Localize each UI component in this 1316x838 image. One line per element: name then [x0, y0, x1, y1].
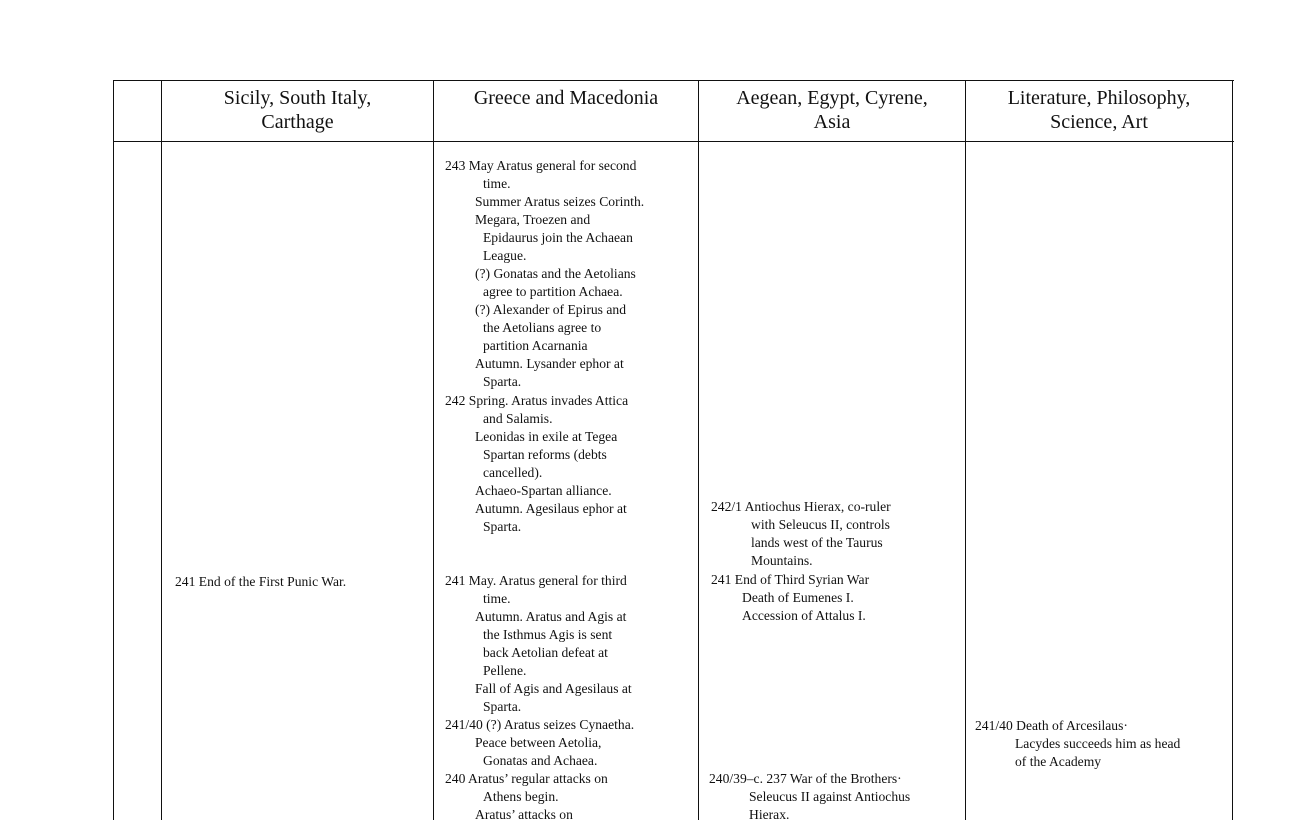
entry-line: Megara, Troezen and — [475, 212, 591, 227]
entry-line: 241/40 (?) Aratus seizes Cynaetha. — [445, 717, 635, 732]
entry-line: 241/40 Death of Arcesilaus· — [975, 718, 1128, 733]
entry-line: Sparta. — [483, 519, 522, 534]
entry-line: Autumn. Lysander ephor at — [475, 356, 624, 371]
header-line: Greece and Macedonia — [473, 87, 659, 109]
column-divider — [698, 80, 699, 820]
column-divider — [1232, 80, 1233, 820]
entry-line: Seleucus II against Antiochus — [749, 789, 911, 804]
header-aegean — [699, 86, 965, 134]
column-divider — [113, 80, 114, 820]
entry-line: the Isthmus Agis is sent — [483, 627, 613, 642]
entry-line: time. — [483, 176, 511, 191]
entry-line: Autumn. Agesilaus ephor at — [475, 501, 627, 516]
entry-line: 242 Spring. Aratus invades Attica — [445, 393, 629, 408]
entry-line: 241 End of Third Syrian War — [711, 572, 870, 587]
entry-line: (?) Gonatas and the Aetolians — [475, 266, 636, 281]
entry-line: Epidaurus join the Achaean — [483, 230, 633, 245]
entry-line: Mountains. — [751, 553, 813, 568]
header-line: Literature, Philosophy, — [1007, 87, 1191, 109]
entry-line: Leonidas in exile at Tegea — [475, 429, 618, 444]
entry-line: Pellene. — [483, 663, 527, 678]
column-divider — [965, 80, 966, 820]
entry-line: 240 Aratus’ regular attacks on — [445, 771, 608, 786]
column-divider — [161, 80, 162, 820]
entry-line: Sparta. — [483, 699, 522, 714]
header-greece — [434, 86, 698, 110]
entry-line: time. — [483, 591, 511, 606]
entry-line: cancelled). — [483, 465, 543, 480]
entry-line: 242/1 Antiochus Hierax, co-ruler — [711, 499, 891, 514]
entry-line: and Salamis. — [483, 411, 553, 426]
entry-line: partition Acarnania — [483, 338, 588, 353]
header-line: Asia — [813, 111, 851, 133]
header-line: Aegean, Egypt, Cyrene, — [736, 87, 928, 109]
entry-line: lands west of the Taurus — [751, 535, 883, 550]
entry-line: 241 May. Aratus general for third — [445, 573, 627, 588]
entry-line: League. — [483, 248, 527, 263]
entry-line: Aratus’ attacks on — [475, 807, 573, 822]
entry-line: agree to partition Achaea. — [483, 284, 623, 299]
entry-line: (?) Alexander of Epirus and — [475, 302, 626, 317]
header-sicily — [162, 86, 433, 134]
entry-line: 241 End of the First Punic War. — [175, 574, 347, 589]
header-line: Science, Art — [1050, 111, 1148, 133]
entry-line: Gonatas and Achaea. — [483, 753, 598, 768]
entry-line: Fall of Agis and Agesilaus at — [475, 681, 632, 696]
entry-line: Sparta. — [483, 374, 522, 389]
header-line: Carthage — [261, 111, 334, 133]
entry-line: Athens begin. — [483, 789, 559, 804]
entry-line: 243 May Aratus general for second — [445, 158, 637, 173]
entry-line: the Aetolians agree to — [483, 320, 602, 335]
entry-line: with Seleucus II, controls — [751, 517, 890, 532]
entry-line: Death of Eumenes I. — [742, 590, 854, 605]
header-literature — [966, 86, 1232, 134]
entry-line: Accession of Attalus I. — [742, 608, 866, 623]
entry-line: Lacydes succeeds him as head — [1015, 736, 1181, 751]
entry-line: of the Academy — [1015, 754, 1102, 769]
column-divider — [433, 80, 434, 820]
table-top-rule — [113, 80, 1234, 81]
entry-line: Spartan reforms (debts — [483, 447, 607, 462]
entry-line: 240/39–c. 237 War of the Brothers· — [709, 771, 902, 786]
entry-line: Autumn. Aratus and Agis at — [475, 609, 627, 624]
entry-line: back Aetolian defeat at — [483, 645, 608, 660]
entry-line: Summer Aratus seizes Corinth. — [475, 194, 645, 209]
entry-line: Peace between Aetolia, — [475, 735, 602, 750]
header-line: Sicily, South Italy, — [223, 87, 372, 109]
entry-line: Achaeo-Spartan alliance. — [475, 483, 612, 498]
entry-line: Hierax. — [749, 807, 790, 822]
header-bottom-rule — [113, 141, 1234, 142]
